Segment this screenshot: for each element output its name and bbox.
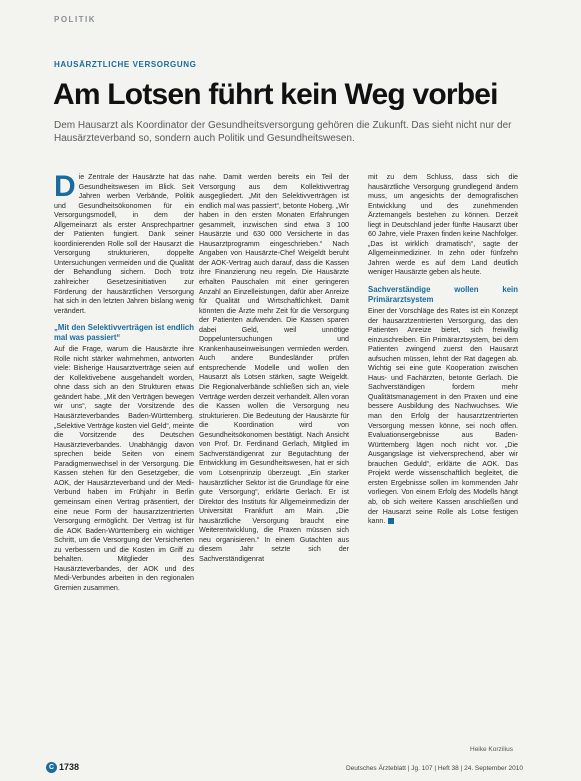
paragraph: nahe. Damit werden bereits ein Teil der Versorgung aus dem Kollektivvertrag ausgegliedert. „Mit den Selektivverträgen ist endlich mal was passiert“, betonte Hoberg. „Wir haben in den ersten Monaten Erfahrungen gesammelt, inzwischen sind etwa 3 100 Hausärzte und 630 000 Versicherte in das Hausarztprogramm eingeschrieben.“ Nach Angaben von Hausärzte-Chef Weigeldt beruht der AOK-Vertrag auch darauf, dass die Kassen ihre Finanzierung neu regeln. Die Hausärzte erhalten Pauschalen mit einer geringeren Anzahl an Einzelleistungen, dafür aber Anreize für Qualität und Wirtschaftlichkeit. Damit könnten die Ärzte mehr Zeit für die Versorgung der Patienten aufwenden. Die Kassen sparen dabei Geld, weil unnötige Doppeluntersuchungen und Krankenhauseinweisungen vermieden werden. Auch andere Bundesländer prüfen entsprechende Modelle und wollen den Hausarzt als Lotsen stärken, sagte Weigeldt. Die Regionalverbände schließen sich an, viele Verträge werden derzeit verhandelt. Allen voran die Kassen wollen die Versorgung neu strukturieren. Die Bedeutung der Hausärzte für die Koordination wird von Gesundheitsökonomen bestätigt. Nach Ansicht von Prof. Dr. Ferdinand Gerlach, Mitglied im Sachverständigenrat zur Begutachtung der Entwicklung im Gesundheitswesen, hat er sich vom Lotsenprinzip überzeugt. „Ein starker hausärztlicher Sektor ist die Grundlage für eine gute Versorgung“, erklärte Gerlach. Er ist Direktor des Instituts für Allgemeinmedizin der Universität Frankfurt am Main. „Die hausärztliche Versorgung braucht eine Weiterentwicklung, die Praxen müssen sich neu organisieren.“ In einem Gutachten aus diesem Jahr setzte sich der Sachverständigenrat: [199, 173, 349, 563]
page-number-text: 1738: [59, 762, 80, 772]
text-column-3: [368, 173, 518, 751]
end-mark-icon: [388, 518, 394, 524]
page-prefix-badge: C: [46, 762, 57, 773]
article-title: Am Lotsen führt kein Weg vorbei: [53, 78, 498, 111]
journal-citation: Deutsches Ärzteblatt | Jg. 107 | Heft 38 | 24. September 2010: [345, 765, 523, 772]
paragraph: mit zu dem Schluss, dass sich die hausärztliche Versorgung grundlegend ändern muss, um angesichts der demografischen Entwicklung und des zunehmenden Ärztemangels bestehen zu können. Derzeit liegt in Deutschland jeder fünfte Hausarzt über 60 Jahre, viele Praxen finden keine Nachfolger. „Das ist wirklich dramatisch“, sagte der Allgemeinmediziner. In zehn oder fünfzehn Jahren werde es auf dem Land deutlich weniger Hausärzte geben als heute.: [368, 173, 518, 277]
paragraph: [368, 307, 518, 527]
section-label: POLITIK: [54, 15, 97, 24]
article-kicker: HAUSÄRZTLICHE VERSORGUNG: [54, 60, 197, 69]
subheading: „Mit den Selektivverträgen ist endlich mal was passiert“: [54, 323, 194, 342]
text-column-1: [54, 173, 194, 751]
author-name: Heike Korzilius: [470, 746, 513, 753]
article-lead: Dem Hausarzt als Koordinator der Gesundheitsversorgung gehören die Zukunft. Das sieht nicht nur der Hausärzteverband so, sondern auch Politik und Gesundheitswesen.: [54, 120, 512, 144]
page-number: [46, 762, 79, 773]
subheading: Sachverständige wollen kein Primärarztsystem: [368, 285, 518, 304]
paragraph: [54, 173, 194, 316]
paragraph-text: Einer der Vorschläge des Rates ist ein Konzept der hausarztzentrierten Versorgung, das den Patienten Anreize bietet, sich freiwillig einzuschreiben. Ein Primärarztsystem, bei dem Patienten zwingend zuerst den Hausarzt aufsuchen müssen, lehnt der Rat dagegen ab. Wichtig sei eine gute Kooperation zwischen Haus- und Fachärzten, betonte Gerlach. Die Sachverständigen fordern mehr Qualitätsmanagement in den Praxen und eine bessere Ausbildung des Nachwuchses. Wie man den Erfolg der hausarztzentrierten Versorgung messen könne, sei noch offen. Evaluationsergebnisse aus Baden-Württemberg lägen noch nicht vor. „Die Ausgangslage ist vielversprechend, aber wir brauchen Geduld“, erklärte die AOK. Das Projekt werde wissenschaftlich begleitet, die ersten Ergebnisse sollen im kommenden Jahr vorliegen. Von einem Erfolg des Modells hängt ab, ob sich weitere Kassen anschließen und der Hausarzt seine Rolle als Lotse festigen kann.: [368, 307, 518, 526]
paragraph-text: ie Zentrale der Hausärzte hat das Gesundheitswesen im Blick. Seit Jahren werben Verbände, Politik und Gesundheitsökonomen für ein Versorgungsmodell, in dem der Allgemeinarzt als erster Ansprechpartner der Patienten fungiert. Dank seiner koordinierenden Rolle soll der Hausarzt die Versorgung strukturieren, doppelte Untersuchungen vermeiden und die Qualität der Behandlung sichern. Doch trotz zahlreicher Gesetzesinitiativen zur Förderung der hausärztlichen Versorgung hat sich in den letzten Jahren bislang wenig verändert.: [54, 173, 194, 315]
paragraph: Auf die Frage, warum die Hausärzte ihre Rolle nicht stärker wahrnehmen, antworten viele: Bisherige Hausarztverträge seien auf der Kollektivebene ausgehandelt worden, ohne dass sich an den Strukturen etwas geändert habe. „Mit den Verträgen bewegen wir uns“, sagte der Vorsitzende des Hausärzteverbandes Baden-Württemberg. „Selektive Verträge kosten viel Geld“, meinte die Vorsitzende des Deutschen Hausärzteverbandes. Unabhängig davon sprechen beide Seiten von einem Paradigmenwechsel in der Versorgung. Die Kassen stehen für den Gesetzgeber, die AOK, der Hausärzteverband und der Medi-Verbund haben im Frühjahr in Berlin gemeinsam einen Vertrag präsentiert, der eine neue Form der hausarztzentrierten Versorgung ermöglicht. Der Vertrag ist für die AOK Baden-Württemberg ein wichtiger Schritt, um die Versorgung der Versicherten zu verbessern und die Kosten im Griff zu behalten. Mitglieder des Hausärzteverbandes, der AOK und des Medi-Verbundes arbeiten in den regionalen Gremien zusammen.: [54, 345, 194, 592]
drop-cap: D: [54, 173, 76, 203]
text-column-2: [199, 173, 349, 751]
